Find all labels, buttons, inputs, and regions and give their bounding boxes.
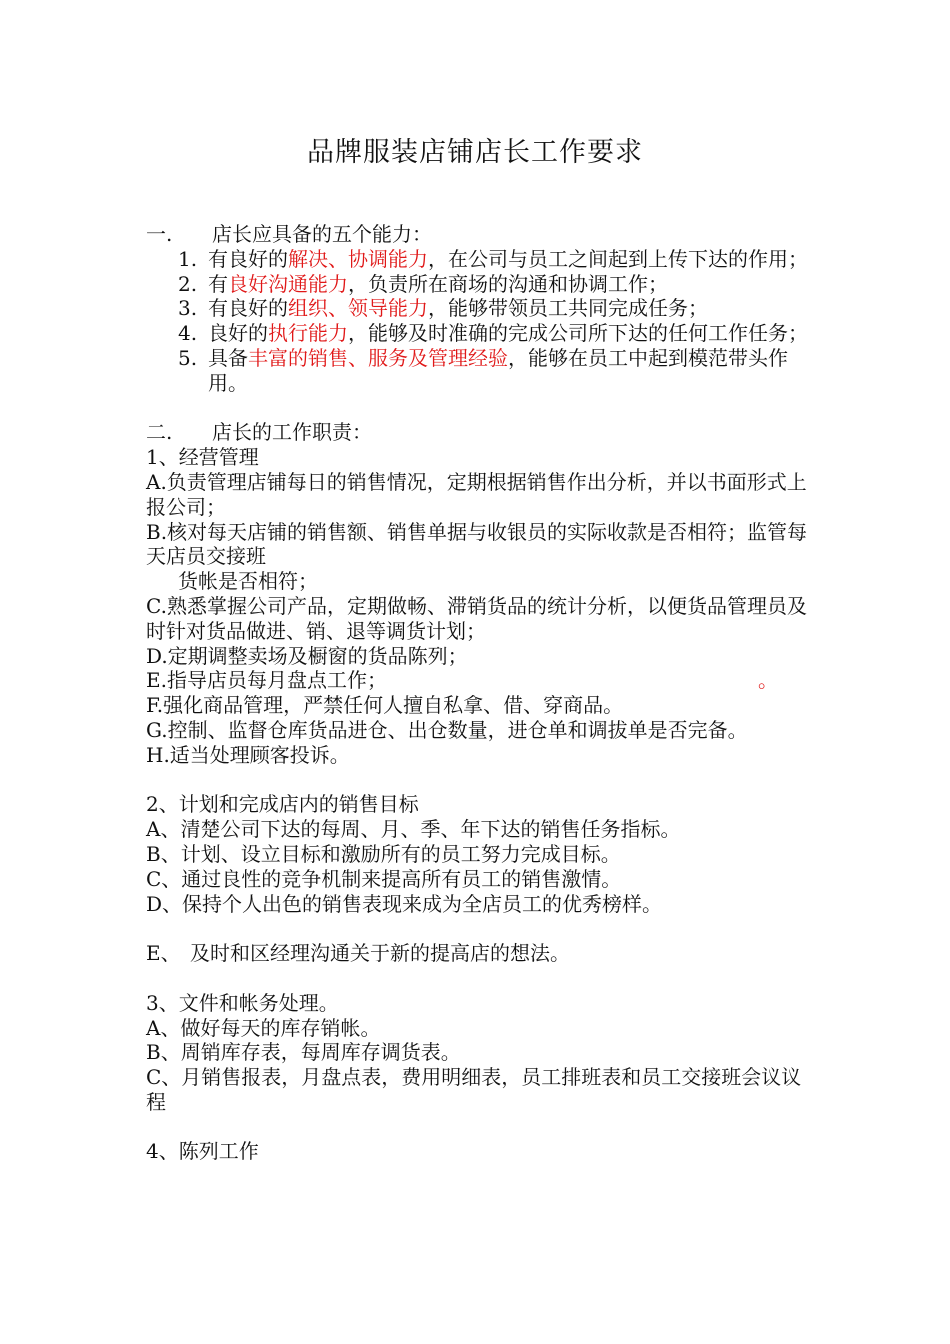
list-item-number: 2. bbox=[178, 271, 198, 296]
highlight-text: 丰富的销售、服务及管理经验 bbox=[248, 345, 508, 370]
list-item-text: 有 bbox=[208, 271, 228, 296]
subsection-title: 2、计划和完成店内的销售目标 bbox=[146, 792, 419, 817]
list-item-text: ，负责所在商场的沟通和协调工作； bbox=[348, 271, 668, 296]
list-item-text: ，能够带领员工共同完成任务； bbox=[428, 296, 708, 321]
duty-line: F.强化商品管理，严禁任何人擅自私拿、借、穿商品。 bbox=[146, 693, 624, 718]
duty-line: B.核对每天店铺的销售额、销售单据与收银员的实际收款是否相符；监管每天店员交接班 bbox=[146, 519, 808, 569]
duty-line bbox=[146, 668, 810, 693]
list-item-number: 3. bbox=[178, 296, 198, 321]
list-item-text: ，能够及时准确的完成公司所下达的任何工作任务； bbox=[348, 321, 808, 346]
list-item-text: ，在公司与员工之间起到上传下达的作用； bbox=[428, 246, 808, 271]
list-item-number: 4. bbox=[178, 321, 198, 346]
goal-line: A、清楚公司下达的每周、月、季、年下达的销售任务指标。 bbox=[146, 817, 681, 842]
duty-line: 货帐是否相符； bbox=[178, 569, 318, 594]
goal-line-number: E、 bbox=[146, 941, 181, 966]
list-item bbox=[178, 247, 810, 272]
goal-line: C、通过良性的竞争机制来提高所有员工的销售激情。 bbox=[146, 866, 622, 891]
goal-line bbox=[146, 941, 810, 966]
duty-line: G.控制、监督仓库货品进仓、出仓数量，进仓单和调拔单是否完备。 bbox=[146, 717, 748, 742]
highlight-text: 解决、协调能力 bbox=[288, 246, 428, 271]
spacer bbox=[146, 768, 810, 793]
highlight-text: 良好沟通能力 bbox=[228, 271, 348, 296]
spacer bbox=[146, 1115, 810, 1140]
duty-line: C.熟悉掌握公司产品，定期做畅、滞销货品的统计分析，以便货品管理员及时针对货品做进、销、退等调货计划； bbox=[146, 593, 807, 643]
goal-line: D、保持个人出色的销售表现来成为全店员工的优秀榜样。 bbox=[146, 891, 663, 916]
document-body bbox=[146, 222, 810, 1164]
spacer bbox=[146, 966, 810, 991]
subsection-title: 4、陈列工作 bbox=[146, 1139, 259, 1164]
list-item bbox=[178, 321, 810, 346]
section1-title: 店长应具备的五个能力： bbox=[212, 222, 432, 246]
goal-line-text: 及时和区经理沟通关于新的提高店的想法。 bbox=[190, 941, 570, 966]
subsection-title: 1、经营管理 bbox=[146, 445, 259, 470]
list-item-text: 具备 bbox=[208, 345, 248, 370]
subsection-title: 3、文件和帐务处理。 bbox=[146, 990, 339, 1015]
section2-heading bbox=[146, 420, 810, 445]
section2-number: 二. bbox=[146, 420, 173, 445]
page-title: 品牌服装店铺店长工作要求 bbox=[307, 137, 643, 168]
spacer bbox=[146, 396, 810, 421]
section1-number: 一. bbox=[146, 222, 173, 246]
spacer bbox=[146, 916, 810, 941]
list-item-text: 有良好的 bbox=[208, 296, 288, 321]
duty-line: A.负责管理店铺每日的销售情况，定期根据销售作出分析，并以书面形式上报公司； bbox=[146, 469, 807, 519]
highlight-text: 组织、领导能力 bbox=[288, 296, 428, 321]
list-item-text: 良好的 bbox=[208, 321, 268, 346]
goal-line: B、计划、设立目标和激励所有的员工努力完成目标。 bbox=[146, 841, 621, 866]
section1-heading bbox=[146, 222, 810, 247]
list-item-text: 有良好的 bbox=[208, 246, 288, 271]
ability-list bbox=[146, 247, 810, 396]
list-item bbox=[178, 296, 810, 321]
stray-mark: 。 bbox=[758, 668, 778, 693]
duty-line-text: E.指导店员每月盘点工作； bbox=[146, 668, 387, 693]
duty-line: D.定期调整卖场及橱窗的货品陈列； bbox=[146, 643, 468, 668]
finance-line: A、做好每天的库存销帐。 bbox=[146, 1015, 381, 1040]
list-item bbox=[178, 346, 810, 396]
duty-line: H.适当处理顾客投诉。 bbox=[146, 742, 350, 767]
list-item bbox=[178, 272, 810, 297]
list-item-number: 1. bbox=[178, 246, 198, 271]
list-item-text: ，能够在员工中起到模范带头作用。 bbox=[208, 345, 788, 395]
finance-line: C、月销售报表，月盘点表，费用明细表，员工排班表和员工交接班会议议程 bbox=[146, 1065, 802, 1114]
highlight-text: 执行能力 bbox=[268, 321, 348, 346]
finance-line: B、周销库存表，每周库存调货表。 bbox=[146, 1040, 461, 1065]
section2-title: 店长的工作职责： bbox=[212, 420, 372, 445]
list-item-number: 5. bbox=[178, 345, 198, 370]
